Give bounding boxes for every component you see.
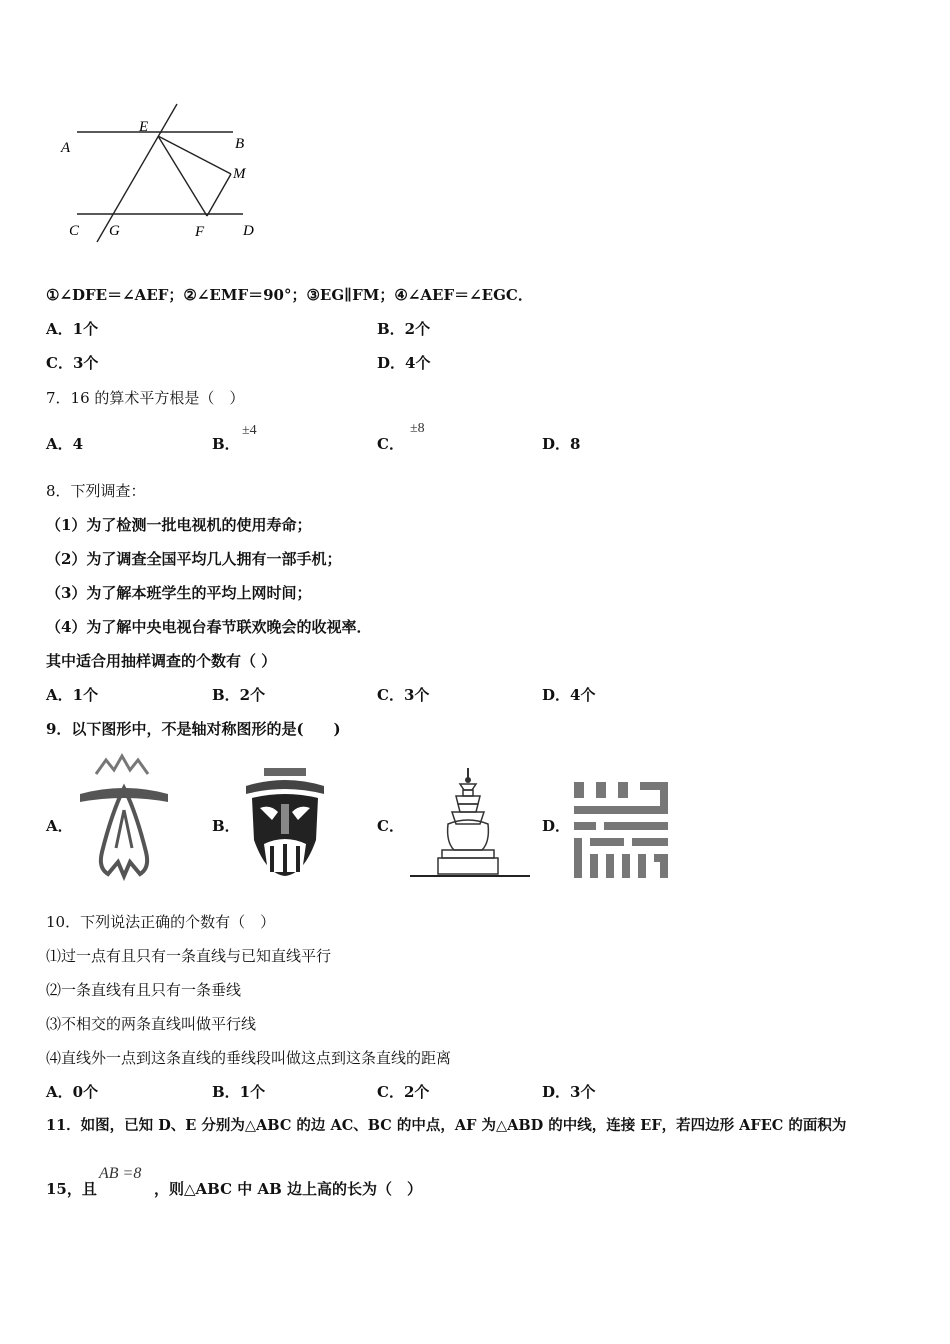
q6-option-d[interactable]: D．4个 [377, 354, 431, 372]
q7-stem: 7．16 的算术平方根是（ ） [46, 389, 245, 407]
q9-option-b[interactable]: B． [212, 817, 240, 835]
label-f: F [195, 224, 205, 240]
label-m: M [233, 166, 246, 182]
q7-option-c[interactable] [377, 434, 404, 454]
q8-option-c[interactable]: C．3个 [377, 686, 430, 704]
q10-option-d[interactable]: D．3个 [542, 1083, 596, 1101]
q8-item-2: （2）为了调查全国平均几人拥有一部手机； [46, 550, 342, 568]
q10-option-c[interactable]: C．2个 [377, 1083, 430, 1101]
q7-option-a-value: 4 [72, 435, 84, 453]
q6-option-a[interactable]: A．1个 [46, 320, 99, 338]
q10-item-2: ⑵一条直线有且只有一条垂线 [46, 981, 242, 999]
q7-option-c-value: ±8 [410, 421, 425, 436]
q11-line2-prefix: 15，且 [46, 1180, 97, 1198]
q10-item-4: ⑷直线外一点到这条直线的垂线段叫做这点到这条直线的距离 [46, 1049, 452, 1067]
q8-option-b[interactable]: B．2个 [212, 686, 266, 704]
q8-option-d[interactable]: D．4个 [542, 686, 596, 704]
label-d: D [243, 223, 254, 239]
q7-option-d[interactable] [542, 434, 580, 454]
q10-stem: 10．下列说法正确的个数有（ ） [46, 913, 276, 931]
q7-option-b[interactable] [212, 434, 240, 454]
q9-option-c[interactable]: C． [377, 817, 404, 835]
line-mf [207, 174, 231, 216]
q10-option-b[interactable]: B．1个 [212, 1083, 266, 1101]
q7-option-a[interactable] [46, 434, 83, 454]
q9-option-a[interactable]: A． [46, 817, 73, 835]
label-a: A [61, 140, 71, 156]
q7-option-b-label: B． [212, 435, 240, 453]
q11-line1: 11．如图，已知 D、E 分别为△ABC 的边 AC、BC 的中点，AF 为△ABD 的中线，连接 EF，若四边形 AFEC 的面积为 [46, 1117, 847, 1134]
q6-option-b[interactable]: B．2个 [377, 320, 431, 338]
q9-option-d[interactable]: D． [542, 817, 571, 835]
label-g: G [109, 223, 120, 239]
q8-option-a[interactable]: A．1个 [46, 686, 99, 704]
label-c: C [69, 223, 80, 239]
q7-option-d-value: 8 [570, 435, 581, 453]
q9-stem: 9．以下图形中，不是轴对称图形的是( ) [46, 720, 341, 738]
q7-option-c-label: C． [377, 435, 404, 453]
q11-formula: AB =8 [99, 1165, 142, 1182]
q7-option-d-label: D． [542, 435, 571, 453]
q8-stem: 8．下列调查： [46, 482, 146, 500]
q8-item-4: （4）为了解中央电视台春节联欢晚会的收视率． [46, 618, 372, 636]
q6-option-c[interactable]: C．3个 [46, 354, 99, 372]
q10-item-1: ⑴过一点有且只有一条直线与已知直线平行 [46, 947, 332, 965]
q8-question: 其中适合用抽样调查的个数有（ ） [46, 652, 277, 670]
q10-option-a[interactable]: A．0个 [46, 1083, 99, 1101]
q7-option-b-value: ±4 [242, 423, 257, 438]
q10-item-3: ⑶不相交的两条直线叫做平行线 [46, 1015, 257, 1033]
q7-option-a-label: A． [46, 435, 73, 453]
q9-figure-d-icon [574, 780, 670, 880]
q9-figure-c-icon [408, 766, 532, 882]
q9-figure-b-icon [242, 764, 328, 880]
q11-line2-suffix: ，则△ABC 中 AB 边上高的长为（ ） [154, 1180, 423, 1198]
label-b: B [235, 136, 245, 152]
q9-figure-a-icon [78, 752, 170, 882]
geometry-figure [55, 100, 275, 250]
q6-statements: ①∠DFE＝∠AEF；②∠EMF＝90°；③EG∥FM；④∠AEF＝∠EGC． [46, 286, 533, 304]
q8-item-3: （3）为了解本班学生的平均上网时间； [46, 584, 312, 602]
line-eg [97, 104, 177, 242]
label-e: E [139, 119, 149, 135]
q8-item-1: （1）为了检测一批电视机的使用寿命； [46, 516, 312, 534]
